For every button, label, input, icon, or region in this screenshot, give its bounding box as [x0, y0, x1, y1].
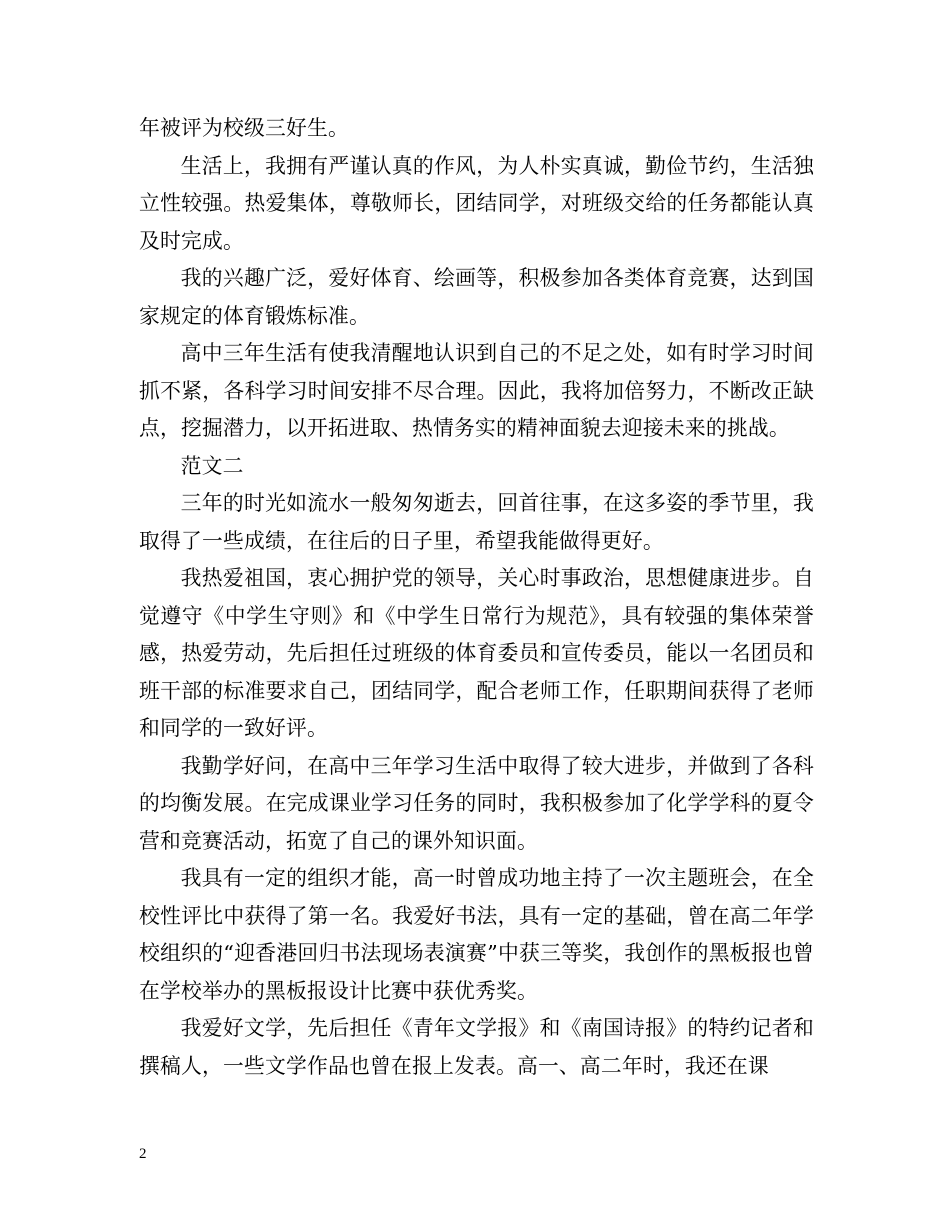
paragraph-organization: 我具有一定的组织才能，高一时曾成功地主持了一次主题班会，在全校性评比中获得了第一名。我爱好书法，具有一定的基础，曾在高二年学校组织的“迎香港回归书法现场表演赛”中获三等奖，我创作的黑板报也曾在学校举办的黑板报设计比赛中获优秀奖。 — [139, 866, 814, 1003]
page-number: 2 — [139, 1146, 147, 1162]
paragraph-shortcomings: 高中三年生活有使我清醒地认识到自己的不足之处，如有时学习时间抓不紧，各科学习时间安排不尽合理。因此，我将加倍努力，不断改正缺点，挖掘潜力，以开拓进取、热情务实的精神面貌去迎接未来的挑战。 — [139, 341, 814, 440]
paragraph-continuation: 年被评为校级三好生。 — [139, 116, 349, 140]
paragraph-patriotism: 我热爱祖国，衷心拥护党的领导，关心时事政治，思想健康进步。自觉遵守《中学生守则》和《中学生日常行为规范》，具有较强的集体荣誉感，热爱劳动，先后担任过班级的体育委员和宣传委员，能以一名团员和班干部的标准要求自己，团结同学，配合老师工作，任职期间获得了老师和同学的一致好评。 — [139, 566, 814, 740]
paragraph-intro: 三年的时光如流水一般匆匆逝去，回首往事，在这多姿的季节里，我取得了一些成绩，在往后的日子里，希望我能做得更好。 — [139, 491, 814, 553]
document-body — [139, 110, 814, 1085]
section-heading-sample-two: 范文二 — [180, 453, 244, 478]
paragraph-study: 我勤学好问，在高中三年学习生活中取得了较大进步，并做到了各科的均衡发展。在完成课业学习任务的同时，我积极参加了化学学科的夏令营和竞赛活动，拓宽了自己的课外知识面。 — [139, 753, 814, 853]
paragraph-life: 生活上，我拥有严谨认真的作风，为人朴实真诚，勤俭节约，生活独立性较强。热爱集体，尊敬师长，团结同学，对班级交给的任务都能认真及时完成。 — [139, 153, 814, 253]
paragraph-literature: 我爱好文学，先后担任《青年文学报》和《南国诗报》的特约记者和撰稿人，一些文学作品也曾在报上发表。高一、高二年时，我还在课 — [139, 1016, 814, 1078]
paragraph-interests: 我的兴趣广泛，爱好体育、绘画等，积极参加各类体育竞赛，达到国家规定的体育锻炼标准。 — [139, 266, 814, 328]
